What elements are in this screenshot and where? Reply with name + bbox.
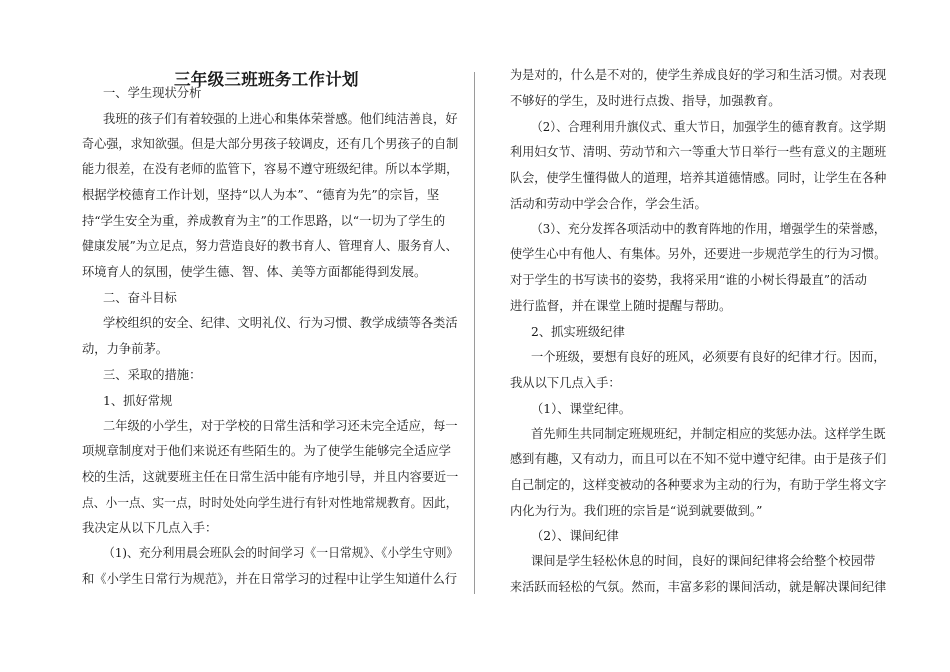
right-text-line: 一个班级，要想有良好的班风，必须要有良好的纪律才行。因而， [531, 350, 886, 364]
right-text-line: （1）、课堂纪律。 [531, 402, 632, 416]
left-text-line: 健康发展”为立足点，努力营造良好的教书育人、管理育人、服务育人、 [82, 239, 458, 253]
right-text-line: （3）、充分发挥各项活动中的教育阵地的作用，增强学生的荣誉感， [531, 222, 886, 236]
left-text-line: 奇心强，求知欲强。但是大部分男孩子较调皮，还有几个男孩子的自制 [82, 137, 459, 151]
left-text-line: 点、小一点、实一点，时时处处向学生进行有针对性地常规教育。因此， [82, 496, 458, 510]
right-text-line: 为是对的，什么是不对的，使学生养成良好的学习和生活习惯。对表现 [510, 68, 887, 82]
left-text-line: 我决定从以下几点入手： [82, 521, 218, 535]
right-text-line: 活动和劳动中学会合作，学会生活。 [510, 197, 707, 211]
left-text-line: 我班的孩子们有着较强的上进心和集体荣誉感。他们纯洁善良，好 [103, 112, 458, 126]
right-text-line: 不够好的学生，及时进行点拨、指导，加强教育。 [510, 94, 781, 108]
right-text-line: （2）、课间纪律 [531, 529, 619, 543]
right-text-line: 自己制定的，这样变被动的各种要求为主动的行为，有助于学生将文字 [510, 478, 887, 492]
right-text-line: （2）、合理利用升旗仪式、重大节日，加强学生的德育教育。这学期 [531, 120, 886, 134]
right-text-line: 进行监督，并在课堂上随时提醒与帮助。 [510, 299, 732, 313]
left-text-line: （1)、充分利用晨会班队会的时间学习《一日常规》、《小学生守则》 [103, 546, 459, 560]
right-text-line: 课间是学生轻松休息的时间，良好的课间纪律将会给整个校园带 [531, 554, 876, 568]
left-text-line: 学校组织的安全、纪律、文明礼仪、行为习惯、教学成绩等各类活 [103, 316, 458, 330]
right-text-line: 我从以下几点入手： [510, 376, 621, 390]
left-text-line: 三、采取的措施： [103, 368, 202, 382]
right-text-line: 队会，使学生懂得做人的道理，培养其道德情感。同时，让学生在各种 [510, 171, 887, 185]
right-text-line: 使学生心中有他人、有集体。另外，还要进一步规范学生的行为习惯。 [510, 247, 887, 261]
left-text-line: 和《小学生日常行为规范》，并在日常学习的过程中让学生知道什么行 [82, 572, 458, 586]
right-text-line: 利用妇女节、清明、劳动节和六一等重大节日举行一些有意义的主题班 [510, 145, 887, 159]
left-text-line: 1、抓好常规 [103, 394, 173, 408]
left-text-line: 持“学生安全为重，养成教育为主”的工作思路，以“一切为了学生的 [82, 214, 446, 228]
left-text-line: 根据学校德育工作计划，坚持“以人为本”、“德育为先”的宗旨，坚 [82, 188, 440, 202]
left-text-line: 校的生活，这就要班主任在日常生活中能有序地引导，并且内容要近一 [82, 470, 459, 484]
right-text-line: 感到有趣，又有动力，而且可以在不知不觉中遵守纪律。由于是孩子们 [510, 452, 887, 466]
page-title: 三年级三班班务工作计划 [174, 70, 359, 89]
left-text-line: 项规章制度对于他们来说还有些陌生的。为了使学生能够完全适应学 [82, 444, 451, 458]
left-text-line: 动，力争前茅。 [82, 342, 169, 356]
left-text-line: 二年级的小学生，对于学校的日常生活和学习还未完全适应，每一 [103, 419, 458, 433]
right-text-line: 内化为行为。我们班的宗旨是“说到就要做到。” [510, 504, 763, 518]
column-divider [474, 72, 475, 594]
left-text-line: 环境育人的氛围，使学生德、智、体、美等方面都能得到发展。 [82, 265, 427, 279]
left-text-line: 能力很差，在没有老师的监管下，容易不遵守班级纪律。所以本学期， [82, 162, 459, 176]
right-text-line: 来活跃而轻松的气氛。然而，丰富多彩的课间活动，就是解决课间纪律 [510, 580, 887, 594]
right-text-line: 对于学生的书写读书的姿势，我将采用“谁的小树长得最直”的活动 [510, 273, 867, 287]
left-text-line: 二、奋斗目标 [103, 291, 177, 305]
left-text-line: 一、学生现状分析 [103, 86, 202, 100]
right-text-line: 2、抓实班级纪律 [531, 325, 625, 339]
right-text-line: 首先师生共同制定班规班纪，并制定相应的奖惩办法。这样学生既 [531, 427, 886, 441]
